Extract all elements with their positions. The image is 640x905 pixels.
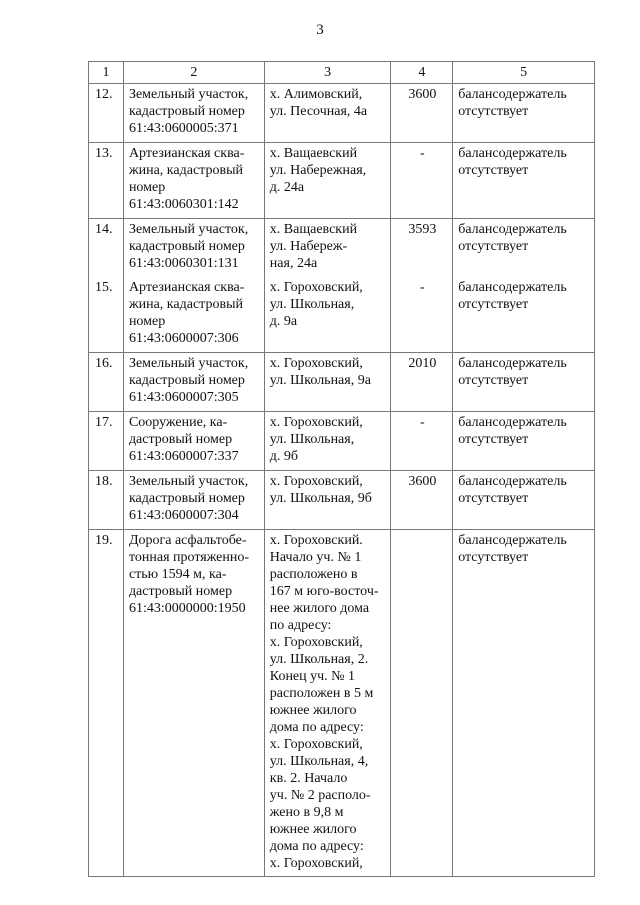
row-number: 17. xyxy=(89,412,124,471)
object-address: х. Алимовский, ул. Песочная, 4а xyxy=(264,84,391,143)
row-number: 18. xyxy=(89,471,124,530)
object-address: х. Гороховский, ул. Школьная, д. 9б xyxy=(264,412,391,471)
object-address: х. Ващаевский ул. Набереж- ная, 24а xyxy=(264,219,391,278)
row-number: 14. xyxy=(89,219,124,278)
balance-holder: балансодержатель отсутствует xyxy=(453,219,595,278)
column-header: 4 xyxy=(391,62,453,84)
balance-holder: балансодержатель отсутствует xyxy=(453,84,595,143)
object-area: 3593 xyxy=(391,219,453,278)
balance-holder: балансодержатель отсутствует xyxy=(453,277,595,353)
row-number: 15. xyxy=(89,277,124,353)
balance-holder: балансодержатель отсутствует xyxy=(453,471,595,530)
column-header: 5 xyxy=(453,62,595,84)
table-row xyxy=(89,353,595,412)
object-name: Земельный участок, кадастровый номер 61:43:0600005:371 xyxy=(123,84,264,143)
object-name: Земельный участок, кадастровый номер 61:43:0060301:131 xyxy=(123,219,264,278)
balance-holder: балансодержатель отсутствует xyxy=(453,143,595,219)
object-name: Артезианская сква- жина, кадастровый номер 61:43:0600007:306 xyxy=(123,277,264,353)
object-area: - xyxy=(391,143,453,219)
table-row xyxy=(89,530,595,877)
table-row xyxy=(89,84,595,143)
object-area: 3600 xyxy=(391,84,453,143)
page-number: 3 xyxy=(316,22,324,38)
table-row xyxy=(89,143,595,219)
object-area xyxy=(391,530,453,877)
object-name: Артезианская сква- жина, кадастровый номер 61:43:0060301:142 xyxy=(123,143,264,219)
object-address: х. Ващаевский ул. Набережная, д. 24а xyxy=(264,143,391,219)
table-header-row xyxy=(89,62,595,84)
row-number: 19. xyxy=(89,530,124,877)
object-address: х. Гороховский, ул. Школьная, 9б xyxy=(264,471,391,530)
object-name: Земельный участок, кадастровый номер 61:43:0600007:304 xyxy=(123,471,264,530)
column-header: 3 xyxy=(264,62,391,84)
object-address: х. Гороховский, ул. Школьная, 9а xyxy=(264,353,391,412)
column-header: 1 xyxy=(89,62,124,84)
object-address: х. Гороховский. Начало уч. № 1 расположено в 167 м юго-восточ- нее жилого дома по адресу: х. Гороховский, ул. Школьная, 2. Конец уч. № 1 расположен в 5 м южнее жилого дома по адресу: х. Гороховский, ул. Школьная, 4, кв. 2. Начало уч. № 2 располо- жено в 9,8 м южнее жилого дома по адресу: х. Гороховский, xyxy=(264,530,391,877)
balance-holder: балансодержатель отсутствует xyxy=(453,530,595,877)
object-area: 2010 xyxy=(391,353,453,412)
table-row xyxy=(89,471,595,530)
column-header: 2 xyxy=(123,62,264,84)
table-row xyxy=(89,219,595,278)
table-row xyxy=(89,277,595,353)
object-area: - xyxy=(391,277,453,353)
object-area: - xyxy=(391,412,453,471)
balance-holder: балансодержатель отсутствует xyxy=(453,412,595,471)
object-name: Сооружение, ка- дастровый номер 61:43:0600007:337 xyxy=(123,412,264,471)
row-number: 13. xyxy=(89,143,124,219)
row-number: 12. xyxy=(89,84,124,143)
object-name: Дорога асфальтобе- тонная протяженно- стью 1594 м, ка- дастровый номер 61:43:0000000:1950 xyxy=(123,530,264,877)
objects-table xyxy=(88,61,595,877)
row-number: 16. xyxy=(89,353,124,412)
object-area: 3600 xyxy=(391,471,453,530)
table-row xyxy=(89,412,595,471)
object-address: х. Гороховский, ул. Школьная, д. 9а xyxy=(264,277,391,353)
object-name: Земельный участок, кадастровый номер 61:43:0600007:305 xyxy=(123,353,264,412)
balance-holder: балансодержатель отсутствует xyxy=(453,353,595,412)
